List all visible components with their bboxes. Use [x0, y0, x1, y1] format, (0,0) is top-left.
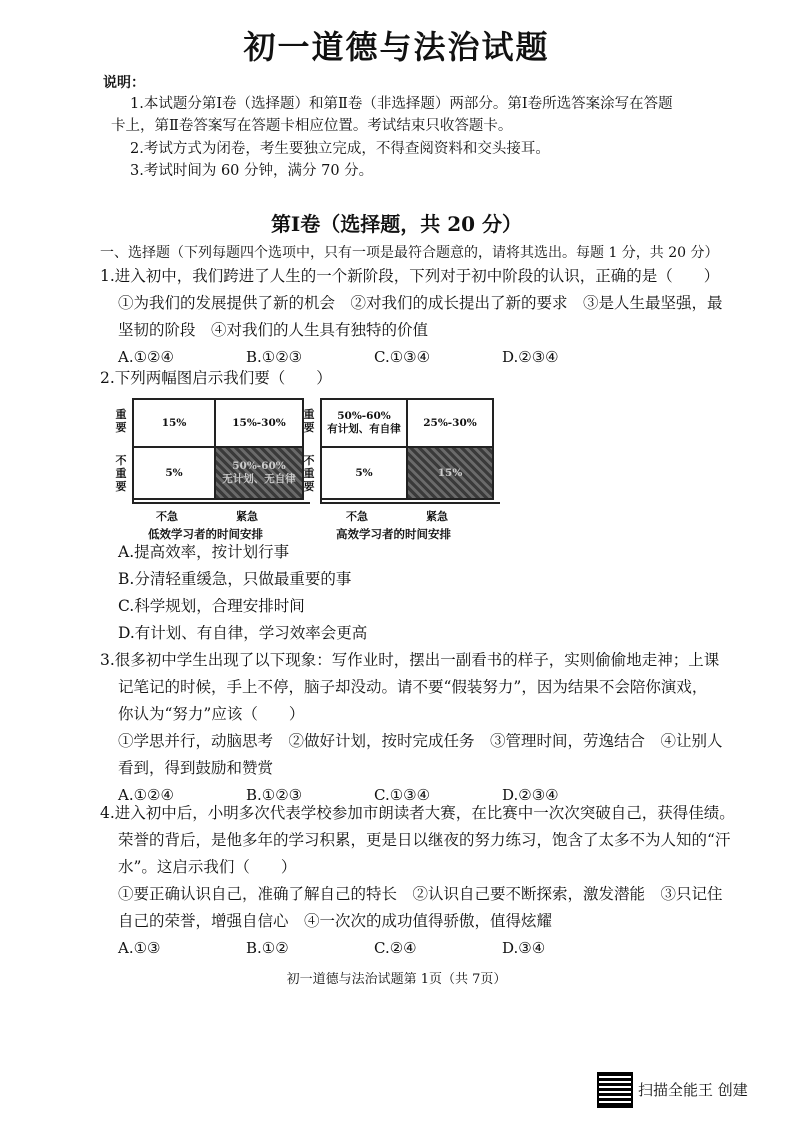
- cell-unimportant-urgent: [215, 447, 303, 499]
- notes-heading: 说明：: [103, 75, 145, 91]
- cell-important-urgent: 25%-30%: [407, 399, 493, 447]
- chart-high-efficiency: [300, 398, 500, 546]
- question-line: 水”。这启示我们（ ）: [118, 858, 297, 876]
- chart-caption: 低效学习者的时间安排: [148, 527, 263, 541]
- section-instruction: 一、选择题（下列每题四个选项中，只有一项是最符合题意的，请将其选出。每题 1 分，共 20 分）: [100, 245, 719, 261]
- exam-title: 初一道德与法治试题: [243, 28, 550, 66]
- x-label-not-urgent: 不急: [346, 510, 368, 523]
- y-label-important: 重要: [115, 408, 127, 434]
- cell-important-not-urgent: [321, 399, 407, 447]
- question-line: 你认为“努力”应该（ ）: [118, 705, 305, 723]
- option-b[interactable]: B.①②③: [246, 348, 303, 366]
- page-footer: 初一道德与法治试题第 1页（共 7页）: [286, 972, 507, 987]
- cell-important-not-urgent: 15%: [133, 399, 215, 447]
- question-line: ①为我们的发展提供了新的机会 ②对我们的成长提出了新的要求 ③是人生最坚强，最: [118, 294, 723, 312]
- question-line: ①学思并行，动脑思考 ②做好计划，按时完成任务 ③管理时间，劳逸结合 ④让别人: [118, 732, 723, 750]
- x-label-urgent: 紧急: [426, 510, 448, 523]
- qr-code-icon: [597, 1072, 633, 1108]
- cell-note: 有计划、有自律: [327, 423, 401, 435]
- y-label-important: 重要: [303, 408, 315, 434]
- x-axis: [132, 502, 310, 504]
- option-a[interactable]: A.①③: [118, 939, 161, 957]
- question-line: 记笔记的时候，手上不停，脑子却没动。请不要“假装努力”，因为结果不会陪你演戏，: [118, 678, 708, 696]
- option-b[interactable]: B.①②③: [246, 786, 303, 804]
- note-line: 卡上，第Ⅱ卷答案写在答题卡相应位置。考试结束只收答题卡。: [111, 118, 513, 134]
- chart-caption: 高效学习者的时间安排: [336, 527, 451, 541]
- section-title: 第Ⅰ卷（选择题，共 20 分）: [270, 212, 523, 236]
- question-line: 1.进入初中，我们跨进了人生的一个新阶段，下列对于初中阶段的认识，正确的是（ ）: [100, 267, 720, 285]
- option-b[interactable]: B.①②: [246, 939, 289, 957]
- quadrant-grid: [320, 398, 494, 500]
- question-2-stem: 2.下列两幅图启示我们要（ ）: [100, 369, 332, 387]
- cell-note: 无计划、无自律: [222, 473, 296, 485]
- y-label-unimportant: 不重要: [303, 454, 315, 493]
- y-label-unimportant: 不重要: [115, 454, 127, 493]
- option-d[interactable]: D.②③④: [502, 348, 559, 366]
- cell-value: 50%-60%: [337, 410, 391, 422]
- option-a[interactable]: A.①②④: [118, 348, 174, 366]
- option-b[interactable]: B.分清轻重缓急，只做最重要的事: [118, 570, 352, 588]
- option-d[interactable]: D.有计划、有自律，学习效率会更高: [118, 624, 368, 642]
- question-line: 自己的荣誉，增强自信心 ④一次次的成功值得骄傲，值得炫耀: [118, 912, 553, 930]
- question-line: 荣誉的背后，是他多年的学习积累，更是日以继夜的努力练习，饱含了太多不为人知的“汗: [118, 831, 731, 849]
- quadrant-grid: [132, 398, 304, 500]
- option-c[interactable]: C.①③④: [374, 786, 431, 804]
- cell-unimportant-not-urgent: 5%: [133, 447, 215, 499]
- option-c[interactable]: C.科学规划，合理安排时间: [118, 597, 305, 615]
- question-4: [100, 800, 760, 962]
- scanner-watermark: 扫描全能王 创建: [638, 1081, 748, 1099]
- question-line: ①要正确认识自己，准确了解自己的特长 ②认识自己要不断探索，激发潜能 ③只记住: [118, 885, 723, 903]
- options-row: [100, 935, 760, 962]
- chart-low-efficiency: [112, 398, 302, 546]
- option-d[interactable]: D.②③④: [502, 786, 559, 804]
- option-d[interactable]: D.③④: [502, 939, 546, 957]
- cell-unimportant-urgent: 15%: [407, 447, 493, 499]
- x-axis: [320, 502, 500, 504]
- cell-value: 50%-60%: [232, 460, 286, 472]
- question-line: 坚韧的阶段 ④对我们的人生具有独特的价值: [118, 321, 429, 339]
- question-line: 看到，得到鼓励和赞赏: [118, 759, 274, 777]
- question-line: 3.很多初中学生出现了以下现象：写作业时，摆出一副看书的样子，实则偷偷地走神；上课: [100, 651, 720, 669]
- cell-important-urgent: 15%-30%: [215, 399, 303, 447]
- option-c[interactable]: C.②④: [374, 939, 417, 957]
- question-1: [100, 263, 760, 371]
- note-line: 2.考试方式为闭卷，考生要独立完成，不得查阅资料和交头接耳。: [130, 141, 550, 157]
- note-line: 3.考试时间为 60 分钟，满分 70 分。: [130, 163, 374, 179]
- option-a[interactable]: A.①②④: [118, 786, 174, 804]
- question-line: 4.进入初中后，小明多次代表学校参加市朗读者大赛，在比赛中一次次突破自己，获得佳绩。: [100, 804, 735, 822]
- option-a[interactable]: A.提高效率，按计划行事: [118, 543, 290, 561]
- note-line: 1.本试题分第Ⅰ卷（选择题）和第Ⅱ卷（非选择题）两部分。第Ⅰ卷所选答案涂写在答题: [130, 96, 673, 112]
- x-label-not-urgent: 不急: [156, 510, 178, 523]
- option-c[interactable]: C.①③④: [374, 348, 431, 366]
- cell-unimportant-not-urgent: 5%: [321, 447, 407, 499]
- x-label-urgent: 紧急: [236, 510, 258, 523]
- question-2-options: [118, 539, 778, 647]
- question-3: [100, 647, 760, 809]
